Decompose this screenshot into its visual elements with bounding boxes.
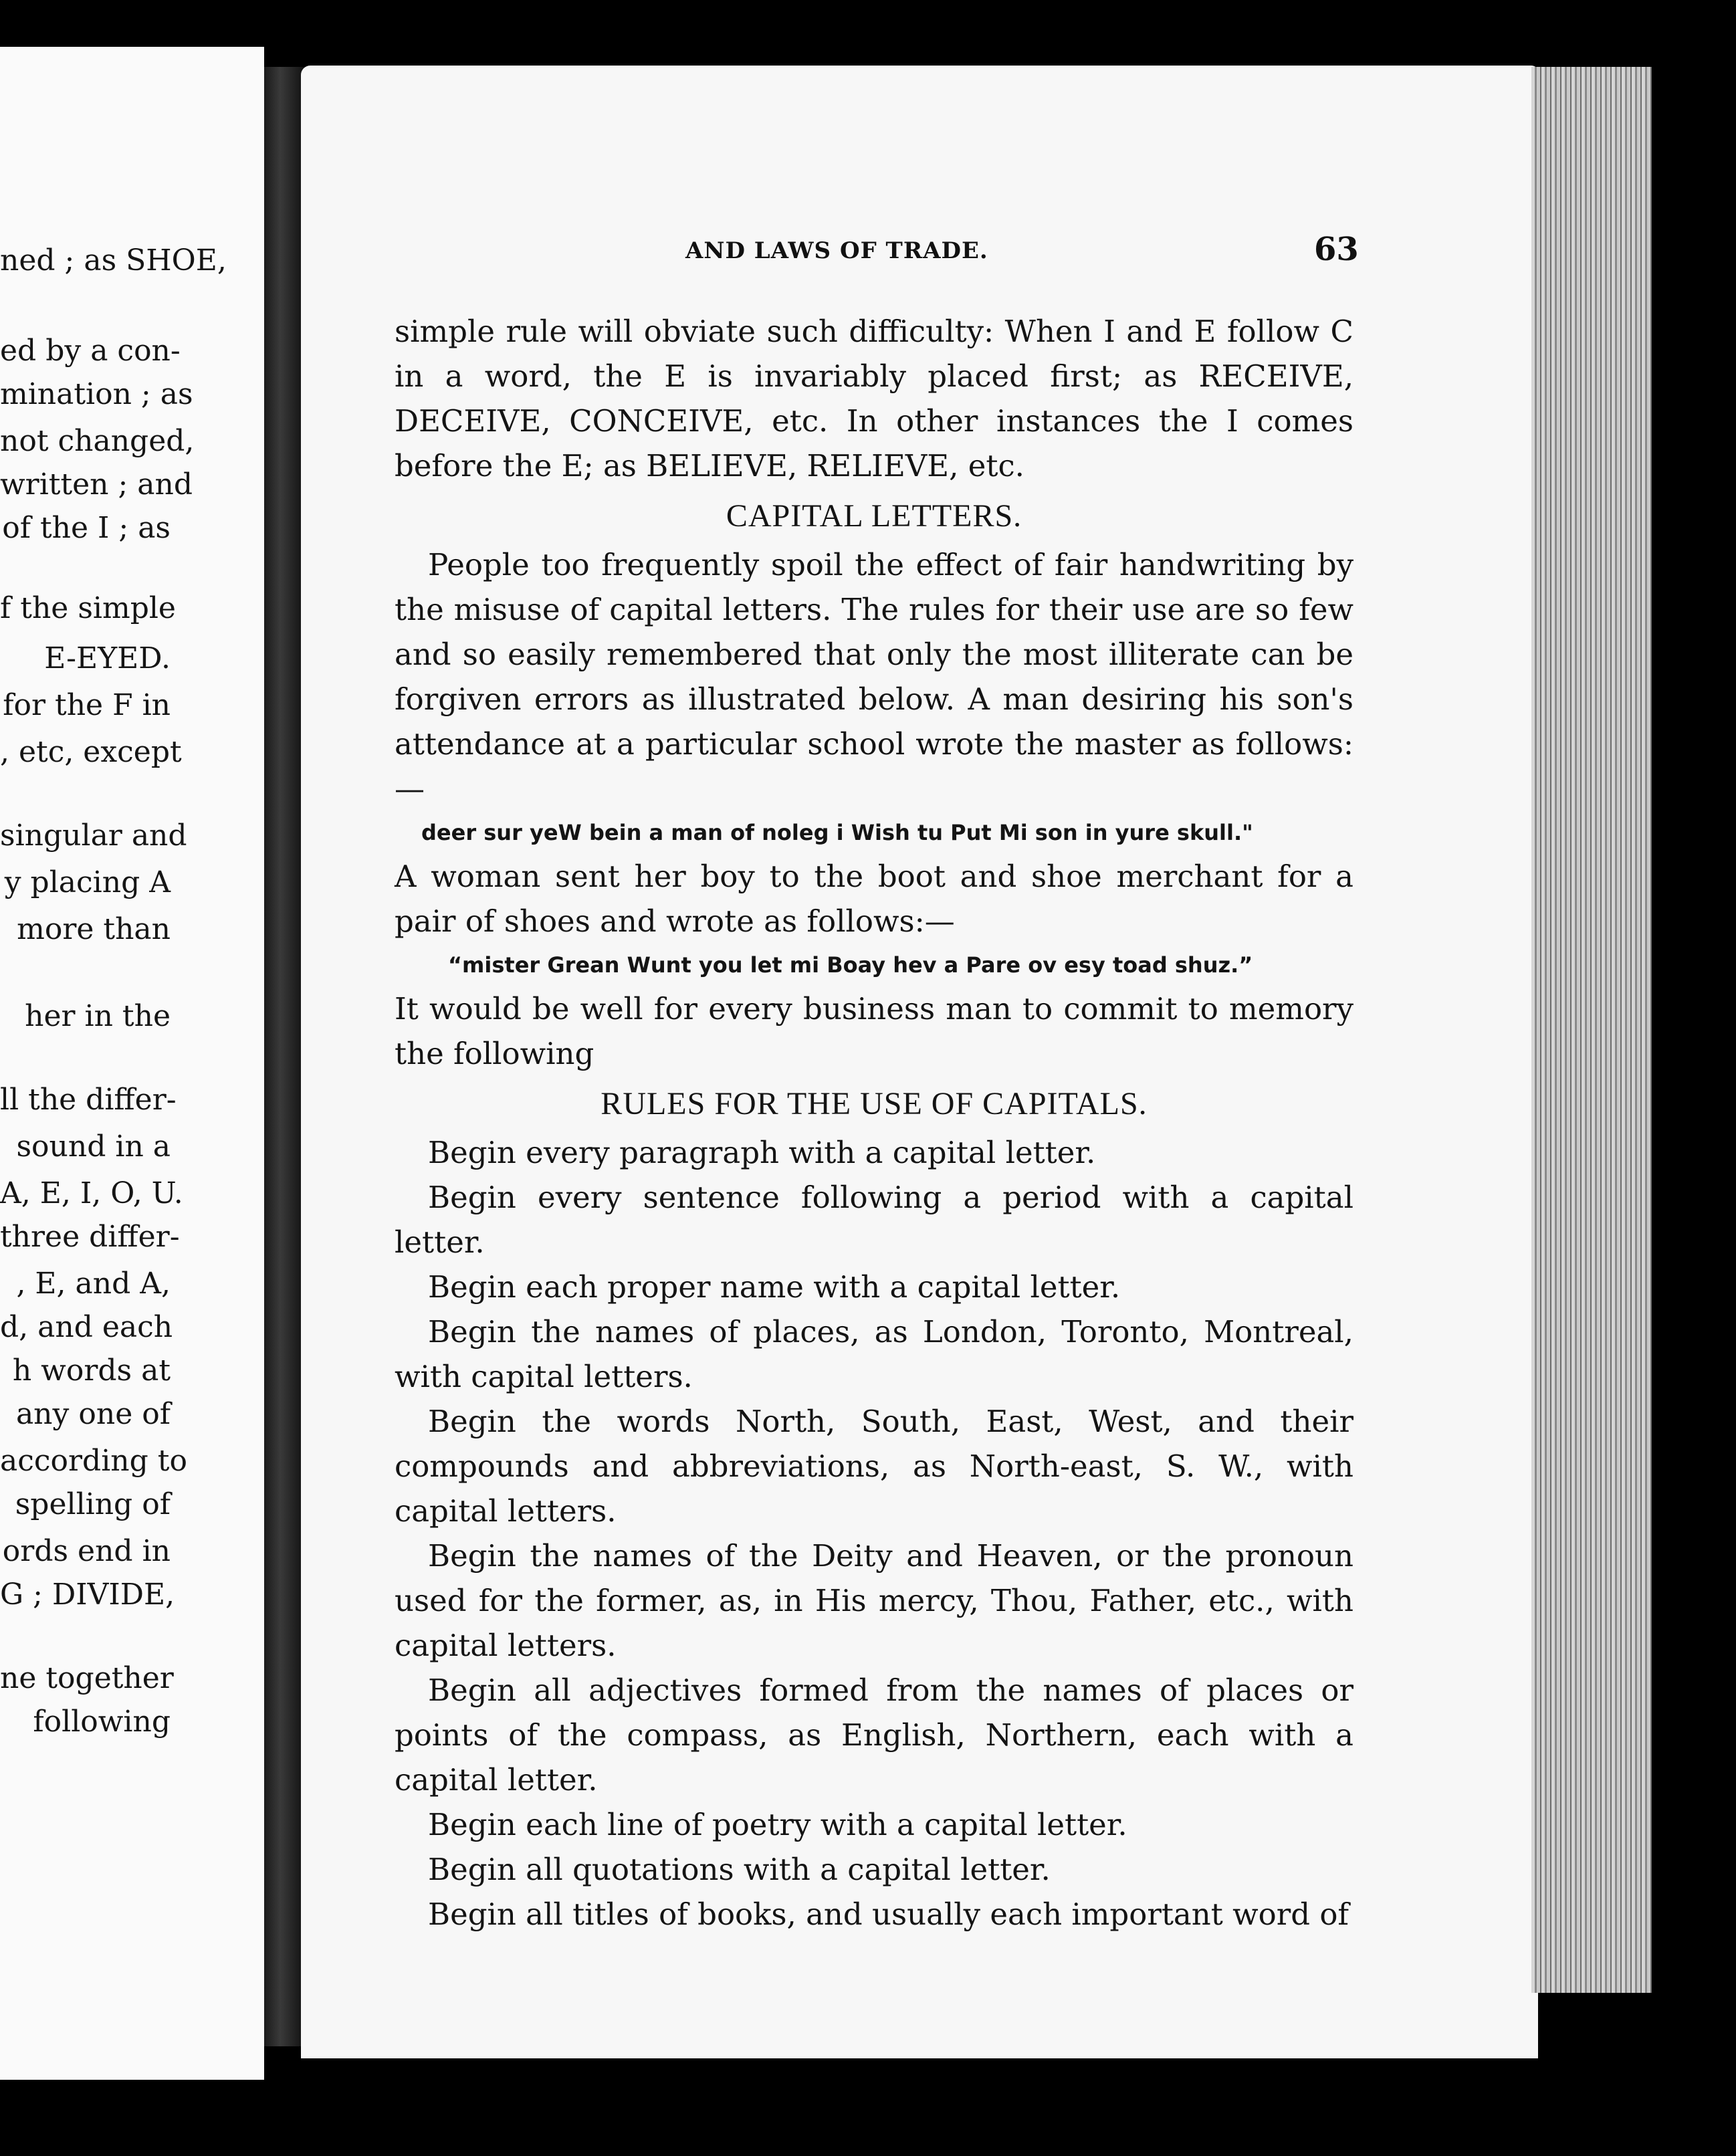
left-page — [0, 47, 264, 2080]
heading-rules: RULES FOR THE USE OF CAPITALS. — [601, 1086, 1148, 1121]
left-page-line: ords end in — [2, 1534, 171, 1568]
paragraph-misuse: People too frequently spoil the effect of fair handwriting by the misuse of capital letters. The rules for their use are so few and so easily remembered that only the most illiterate can be forgiven errors as illustrated below. A man desiring his son's attendance at a particular school wrote the master as follows:— — [395, 547, 1353, 806]
left-page-line: any one of — [15, 1397, 171, 1431]
left-page-line: ll the differ- — [0, 1083, 177, 1117]
paragraph-woman: A woman sent her boy to the boot and shoe merchant for a pair of shoes and wrote as follows:— — [395, 859, 1353, 939]
running-head: AND LAWS OF TRADE. — [685, 237, 988, 264]
rules-list — [395, 1130, 1353, 1937]
left-page-line: y placing A — [4, 865, 171, 899]
left-page-line: her in the — [25, 999, 171, 1033]
left-page-line: , etc, except — [0, 735, 182, 769]
left-page-line: A, E, I, O, U. — [0, 1176, 183, 1210]
left-page-line: not changed, — [0, 424, 195, 458]
left-page-line: following — [33, 1705, 171, 1739]
quote-letter-2: “mister Grean Wunt you let mi Boay hev a Pare ov esy toad shuz.” — [448, 952, 1253, 978]
rule-item: Begin the words North, South, East, West, and their compounds and abbreviations, as North-east, S. W., with capital letters. — [395, 1404, 1353, 1529]
quote-letter-1: deer sur yeW bein a man of noleg i Wish tu Put Mi son in yure skull." — [421, 820, 1253, 845]
left-page-line: ne together — [0, 1661, 174, 1695]
left-page-line: spelling of — [15, 1487, 171, 1521]
rule-item: Begin every sentence following a period with a capital letter. — [395, 1180, 1353, 1260]
rule-item: Begin the names of places, as London, Toronto, Montreal, with capital letters. — [395, 1314, 1353, 1394]
left-page-line: more than — [17, 912, 171, 946]
left-page-line: written ; and — [0, 467, 193, 502]
paragraph-following: It would be well for every business man to commit to memory the following — [395, 991, 1353, 1071]
rule-item: Begin all quotations with a capital letter. — [428, 1852, 1051, 1887]
page-edges — [1531, 67, 1652, 1993]
left-page-line: mination ; as — [0, 377, 193, 411]
left-page-line: h words at — [12, 1354, 171, 1388]
left-page-line: ed by a con- — [0, 334, 181, 368]
left-page-line: of the I ; as — [2, 511, 171, 545]
book-gutter — [264, 67, 304, 2046]
rule-item: Begin each line of poetry with a capital letter. — [428, 1807, 1127, 1842]
left-page-line: G ; DIVIDE, — [0, 1578, 175, 1612]
left-page-line: sound in a — [16, 1129, 171, 1164]
left-page-line: f the simple — [0, 591, 176, 625]
left-page-line: according to — [0, 1444, 187, 1478]
left-page-line: E-EYED. — [44, 641, 171, 675]
rule-item: Begin every paragraph with a capital letter. — [428, 1135, 1096, 1170]
page-number: 63 — [1314, 231, 1359, 268]
left-page-line: , E, and A, — [16, 1267, 171, 1301]
intro-paragraph: simple rule will obviate such difficulty: When I and E follow C in a word, the E is invariably placed first; as RECEIVE, DECEIVE, CONCEIVE, etc. In other instances the I comes before the E; as BELIEVE, RELIEVE, etc. — [395, 314, 1353, 483]
left-page-line: d, and each — [0, 1310, 173, 1344]
left-page-line: for the F in — [3, 688, 171, 722]
left-page-line: singular and — [0, 819, 187, 853]
rule-item: Begin each proper name with a capital letter. — [428, 1269, 1121, 1305]
rule-item: Begin all adjectives formed from the names of places or points of the compass, as English, Northern, each with a capital letter. — [395, 1673, 1353, 1798]
page-body — [395, 309, 1353, 1937]
rule-item: Begin all titles of books, and usually each important word of — [428, 1897, 1349, 1932]
left-page-line: three differ- — [0, 1220, 180, 1254]
rule-item: Begin the names of the Deity and Heaven, or the pronoun used for the former, as, in His mercy, Thou, Father, etc., with capital letters. — [395, 1538, 1353, 1663]
left-page-line: ned ; as SHOE, — [0, 243, 227, 278]
heading-capital-letters: CAPITAL LETTERS. — [726, 498, 1022, 534]
